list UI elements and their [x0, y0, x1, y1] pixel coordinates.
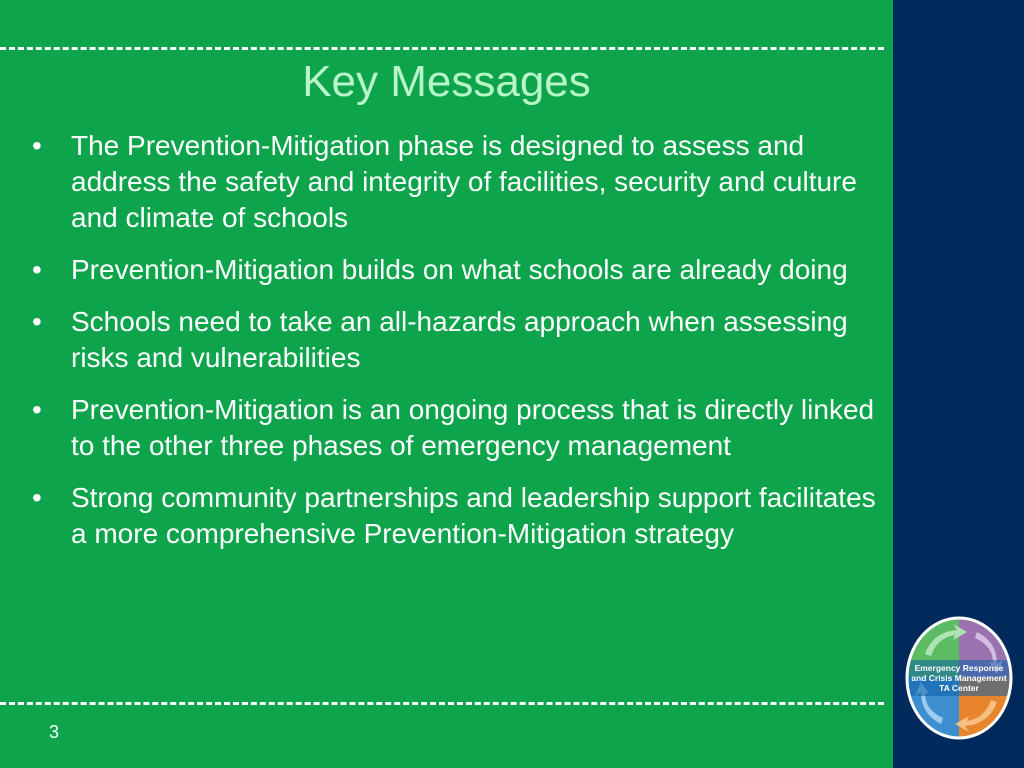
bullet-symbol: • — [32, 306, 42, 337]
page-number: 3 — [49, 722, 60, 742]
bullet-item — [24, 304, 884, 376]
bullet-item — [24, 392, 884, 464]
bullet-list — [24, 128, 884, 568]
bullet-item — [24, 252, 884, 288]
bullet-item — [24, 480, 884, 552]
bullet-symbol: • — [32, 254, 42, 285]
bullet-text: Prevention-Mitigation is an ongoing process that is directly linked to the other three phases of emergency management — [71, 394, 875, 461]
bullet-item — [24, 128, 884, 236]
bullet-symbol: • — [32, 130, 42, 161]
bullet-symbol: • — [32, 482, 42, 513]
bullet-text: Schools need to take an all-hazards approach when assessing risks and vulnerabilities — [71, 306, 848, 373]
slide-title: Key Messages — [302, 57, 591, 106]
bullet-text: The Prevention-Mitigation phase is designed to assess and address the safety and integrity of facilities, security and culture and climate of schools — [71, 130, 857, 233]
bullet-text: Prevention-Mitigation builds on what schools are already doing — [71, 254, 848, 285]
bullet-text: Strong community partnerships and leadership support facilitates a more comprehensive Prevention-Mitigation strategy — [71, 482, 876, 549]
logo-text-line1: Emergency Response — [914, 663, 1004, 673]
bullet-symbol: • — [32, 394, 42, 425]
bottom-dashed-divider — [0, 702, 884, 705]
logo-text-line2: and Crisis Management — [911, 673, 1007, 683]
top-dashed-divider — [0, 47, 884, 50]
emergency-response-logo — [903, 614, 1015, 742]
logo-text-line3: TA Center — [939, 683, 979, 693]
